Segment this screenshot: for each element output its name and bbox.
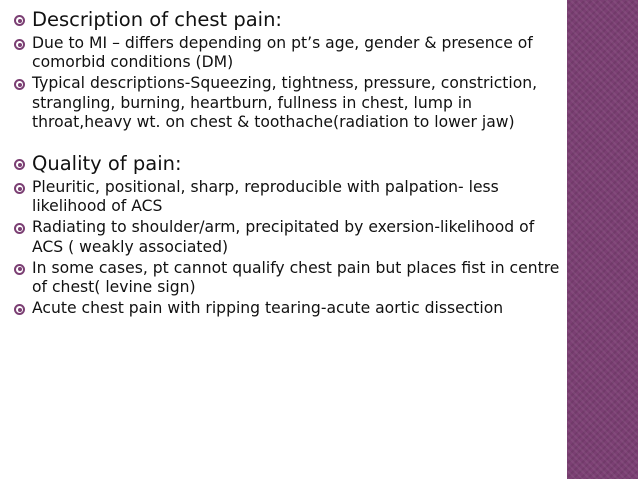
bullet-text: Typical descriptions-Squeezing, tightness, pressure, constriction, strangling, burning, heartburn, fullness in chest, lump in throat,heavy wt. on chest & toothache(radiation to lower jaw) xyxy=(32,74,538,131)
heading-quality xyxy=(8,152,568,176)
bullet-icon xyxy=(14,183,25,194)
heading-text: Quality of pain: xyxy=(32,152,182,176)
bullet-point xyxy=(8,299,568,318)
heading-description xyxy=(8,8,568,32)
bullet-icon xyxy=(14,15,25,26)
slide-content xyxy=(8,8,568,320)
bullet-icon xyxy=(14,304,25,315)
bullet-icon xyxy=(14,159,25,170)
bullet-icon xyxy=(14,79,25,90)
bullet-point xyxy=(8,178,568,216)
bullet-icon xyxy=(14,264,25,275)
bullet-text: Radiating to shoulder/arm, precipitated by exersion-likelihood of ACS ( weakly associated) xyxy=(32,218,535,256)
bullet-point xyxy=(8,74,568,132)
bullet-point xyxy=(8,259,568,297)
heading-text: Description of chest pain: xyxy=(32,8,283,31)
decorative-sidebar xyxy=(567,0,638,479)
bullet-text: Pleuritic, positional, sharp, reproducible with palpation- less likelihood of ACS xyxy=(32,178,499,216)
bullet-icon xyxy=(14,223,25,234)
bullet-icon xyxy=(14,39,25,50)
bullet-point xyxy=(8,34,568,72)
bullet-text: In some cases, pt cannot qualify chest pain but places fist in centre of chest( levine sign) xyxy=(32,258,560,297)
bullet-text: Due to MI – differs depending on pt’s age, gender & presence of comorbid conditions (DM) xyxy=(32,34,533,72)
bullet-text: Acute chest pain with ripping tearing-acute aortic dissection xyxy=(32,299,504,318)
bullet-point xyxy=(8,218,568,256)
